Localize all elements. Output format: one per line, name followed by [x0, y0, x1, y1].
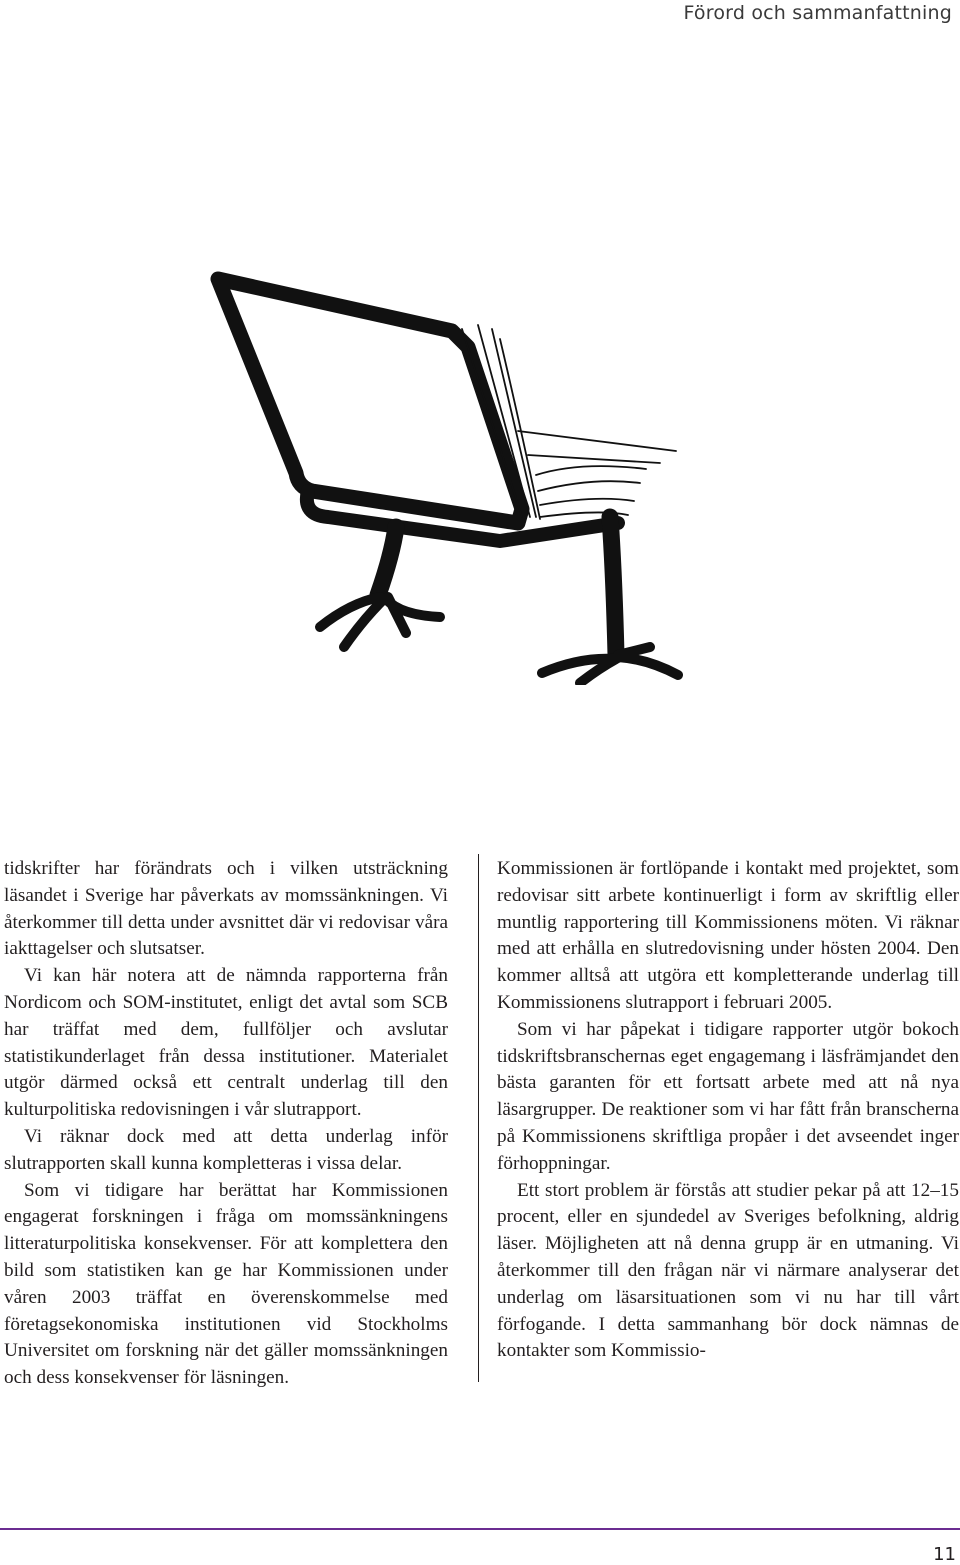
front-foot — [320, 597, 440, 647]
front-leg — [378, 527, 396, 595]
paragraph: tidskrifter har förändrats och i vilken utsträckning läsandet i Sverige har påverkats av momssänkningen. Vi återkommer till detta under avsnittet där vi redovisar våra iakttagelser och slutsatser. — [4, 858, 448, 960]
paragraph: Vi kan här notera att de nämnda rapporterna från Nordicom och SOM-institutet, enligt det avtal som SCB har träffat med dem, fullföljer och avslutar statistikunderlaget från dessa institutioner. Materialet utgör därmed också ett centralt underlag till den kulturpolitiska redovisningen i vår slutrapport. — [4, 965, 448, 1121]
footer-rule — [0, 1528, 960, 1530]
page-number: 11 — [933, 1544, 956, 1565]
paragraph: Kommissionen är fortlöpande i kontakt med projektet, som redovisar sitt arbete kontinuerligt i form av skriftlig eller muntlig rapportering till Kommissionens möten. Vi räknar med att erhålla en slutredovisning under hösten 2004. Den kommer alltså att utgöra ett kompletterande underlag till Kommissionens slutrapport i februari 2005. — [497, 858, 959, 1013]
running-title: Förord och sammanfattning — [683, 2, 952, 24]
back-leg — [610, 517, 616, 655]
book-chair-illustration — [200, 255, 730, 685]
left-text-column — [4, 856, 448, 1392]
column-divider — [478, 854, 479, 1382]
paragraph: Som vi har påpekat i tidigare rapporter utgör bokoch tidskriftsbranschernas eget engagemang i läsfrämjandet den bästa garanten för ett fortsatt arbete med att nå nya läsargrupper. De reaktioner som vi har fått från branscherna på Kommissionens skriftliga propåer i det avseendet inger förhoppningar. — [497, 1018, 959, 1174]
paragraph: Som vi tidigare har berättat har Kommissionen engagerat forskningen i fråga om momssänkningens litteraturpolitiska konsekvenser. För att komplettera den bild som statistiken kan ge har Kommissionen under våren 2003 träffat en överenskommelse med företagsekonomiska institutionen vid Stockholms Universitet om forskning när det gäller momssänkningen och dess konsekvenser för läsningen. — [4, 1179, 448, 1389]
paragraph: Ett stort problem är förstås att studier pekar på att 12–15 procent, eller en sjundedel av Sveriges befolkning, aldrig läser. Möjligheten att nå denna grupp är en utmaning. Vi återkommer till den frågan när vi närmare analyserar det underlag om läsarsituationen som vi nu har till vårt förfogande. I detta sammanhang bör dock nämnas de kontakter som Kommissio- — [497, 1179, 959, 1362]
chair-back-frame — [218, 279, 522, 523]
right-text-column — [497, 856, 959, 1365]
paragraph: Vi räknar dock med att detta underlag inför slutrapporten skall kunna kompletteras i vissa delar. — [4, 1125, 448, 1174]
